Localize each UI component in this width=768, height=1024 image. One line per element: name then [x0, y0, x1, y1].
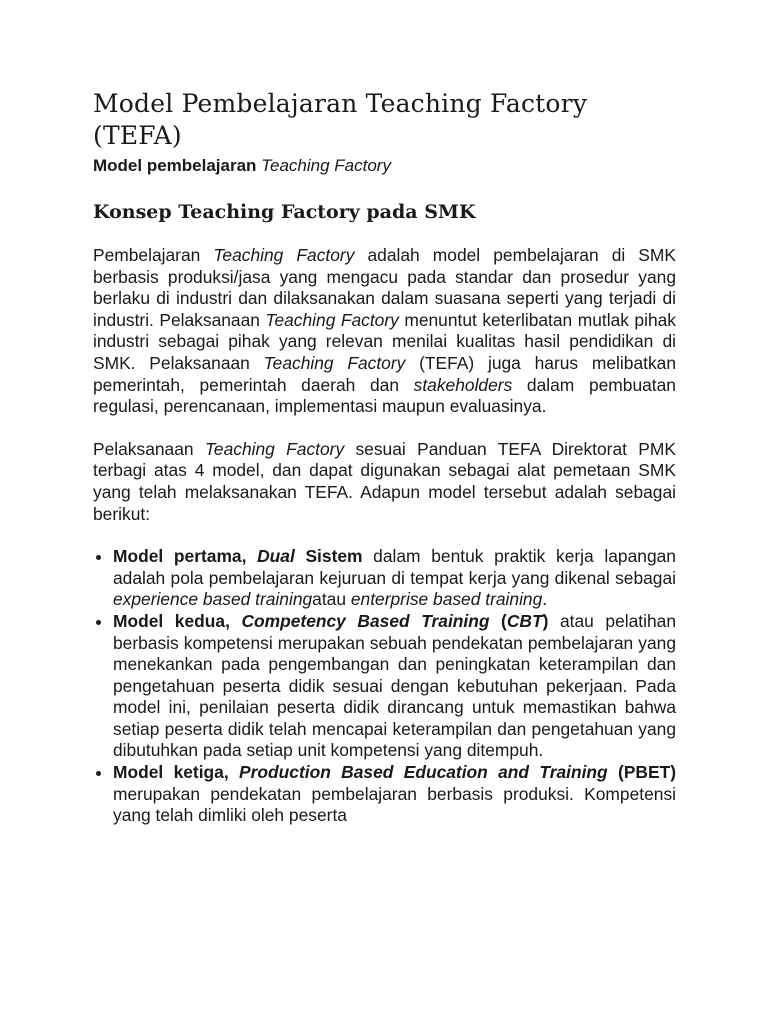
list-item-model-1: Model pertama, Dual Sistem dalam bentuk praktik kerja lapangan adalah pola pembelajaran kejuruan di tempat kerja yang dikenal sebagai experience based trainingatau enterprise based training. [113, 546, 676, 610]
list-item-model-2: Model kedua, Competency Based Training (CBT) atau pelatihan berbasis kompetensi merupakan sebuah pendekatan pembelajaran yang menekankan pada pengembangan dan peningkatan keterampilan dan pengetahuan peserta didik sesuai dengan kebutuhan pekerjaan. Pada model ini, penilaian peserta didik dirancang untuk memastikan bahwa setiap peserta didik telah mencapai keterampilan dan pengetahuan yang dibutuhkan pada setiap unit kompetensi yang ditempuh. [113, 610, 676, 761]
section-heading: Konsep Teaching Factory pada SMK [93, 201, 476, 223]
list-item-model-3: Model ketiga, Production Based Education and Training (PBET) merupakan pendekatan pembelajaran berbasis produksi. Kompetensi yang telah dimliki oleh peserta [113, 762, 677, 826]
model-list [93, 546, 676, 827]
paragraph-concept: Pembelajaran Teaching Factory adalah model pembelajaran di SMK berbasis produksi/jasa yang mengacu pada standar dan prosedur yang berlaku di industri dan dilaksanakan dalam suasana seperti yang terjadi di industri. Pelaksanaan Teaching Factory menuntut keterlibatan mutlak pihak industri sebagai pihak yang relevan menilai kualitas hasil pendidikan di SMK. Pelaksanaan Teaching Factory (TEFA) juga harus melibatkan pemerintah, pemerintah daerah dan stakeholders dalam pembuatan regulasi, perencanaan, implementasi maupun evaluasinya. [93, 245, 676, 417]
document-page [93, 88, 676, 827]
document-subtitle: Model pembelajaran Teaching Factory [93, 156, 391, 175]
paragraph-models-intro: Pelaksanaan Teaching Factory sesuai Panduan TEFA Direktorat PMK terbagi atas 4 model, dan dapat digunakan sebagai alat pemetaan SMK yang telah melaksanakan TEFA. Adapun model tersebut adalah sebagai berikut: [93, 438, 676, 524]
document-title: Model Pembelajaran Teaching Factory (TEFA) [93, 89, 588, 150]
